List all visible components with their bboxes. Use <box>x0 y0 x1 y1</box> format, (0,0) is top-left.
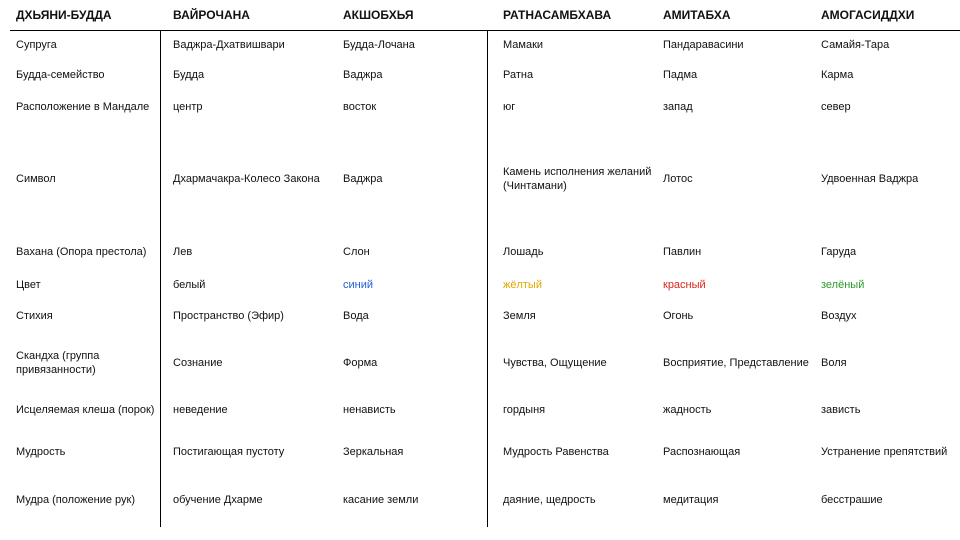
table-cell: даяние, щедрость <box>503 494 596 506</box>
table-cell: Устранение препятствий <box>821 446 948 458</box>
row-label: Стихия <box>16 310 53 322</box>
table-cell: восток <box>343 100 377 113</box>
row-label: Исцеляемая клеша (порок) <box>16 404 155 416</box>
table-cell: Земля <box>503 310 536 322</box>
table-cell: Распознающая <box>663 446 741 458</box>
table-cell: Лошадь <box>503 246 544 258</box>
table-cell: Лотос <box>663 173 693 185</box>
row-label: Символ <box>16 173 56 185</box>
table-cell: Пространство (Эфир) <box>173 310 284 322</box>
table-cell: жадность <box>663 404 712 416</box>
row-label: Будда-семейство <box>16 68 105 81</box>
table-cell: Ваджра-Дхатвишвари <box>173 39 285 51</box>
table-cell: Вода <box>343 310 369 322</box>
table-cell: Воля <box>821 357 847 369</box>
row-label: Мудра (положение рук) <box>16 494 136 506</box>
table-cell: медитация <box>663 494 719 506</box>
table-cell: жёлтый <box>503 279 542 291</box>
table-row <box>10 332 960 394</box>
table-row <box>10 60 960 89</box>
row-label: Скандха (группа привязанности) <box>16 350 100 376</box>
table-cell: Гаруда <box>821 246 857 258</box>
table-cell: касание земли <box>343 494 419 506</box>
header-row <box>10 0 960 30</box>
table-row <box>10 30 960 60</box>
row-label: Цвет <box>16 279 41 291</box>
table-cell: ненависть <box>343 404 396 416</box>
table-cell: Павлин <box>663 246 702 258</box>
table-row <box>10 124 960 234</box>
table-cell: Пандаравасини <box>663 39 744 51</box>
table-cell: Восприятие, Представление <box>663 357 809 369</box>
table-cell: Зеркальная <box>343 446 404 458</box>
table-cell: Дхармачакра-Колесо Закона <box>173 173 320 185</box>
header-cell: РАТНАСАМБХАВА <box>503 8 612 22</box>
table-cell: Удвоенная Ваджра <box>821 173 919 185</box>
table-cell: север <box>821 100 851 113</box>
table-cell: белый <box>173 279 206 291</box>
table-cell: Мамаки <box>503 39 544 51</box>
table-cell: Слон <box>343 246 370 258</box>
table-cell: юг <box>503 100 516 113</box>
table-cell: Чувства, Ощущение <box>503 357 607 369</box>
table-cell: Сознание <box>173 357 223 369</box>
table-cell: Постигающая пустоту <box>173 446 285 458</box>
table-cell: зелёный <box>821 279 865 291</box>
table-cell: Камень исполнения желаний (Чинтамани) <box>503 166 652 192</box>
table-cell: Воздух <box>821 310 857 322</box>
table-cell: красный <box>663 279 706 291</box>
table-cell: зависть <box>821 404 861 416</box>
header-cell: ДХЬЯНИ-БУДДА <box>16 8 112 22</box>
table-cell: Самайя-Тара <box>821 39 890 51</box>
row-label: Расположение в Мандале <box>16 100 150 113</box>
table-cell: Огонь <box>663 310 694 322</box>
row-label: Мудрость <box>16 446 66 458</box>
table-cell: Мудрость Равенства <box>503 446 609 458</box>
table-cell: Ваджра <box>343 68 383 81</box>
header-cell: АМОГАСИДДХИ <box>821 8 915 22</box>
row-label: Супруга <box>16 39 57 51</box>
table-cell: Форма <box>343 357 378 369</box>
table-cell: Ваджра <box>343 173 383 185</box>
table-cell: бесстрашие <box>821 494 883 506</box>
table-cell: обучение Дхарме <box>173 494 263 506</box>
table-cell: Падма <box>663 68 698 81</box>
buddha-table <box>10 0 960 522</box>
header-cell: АМИТАБХА <box>663 8 731 22</box>
table-cell: Будда <box>173 68 205 81</box>
header-cell: ВАЙРОЧАНА <box>173 8 250 22</box>
header-cell: АКШОБХЬЯ <box>343 8 414 22</box>
table-row <box>10 478 960 522</box>
table-cell: Ратна <box>503 68 534 81</box>
row-label: Вахана (Опора престола) <box>16 246 147 258</box>
table-cell: Карма <box>821 68 854 81</box>
table-cell: запад <box>663 100 693 113</box>
table-row <box>10 394 960 426</box>
table-cell: синий <box>343 279 374 291</box>
table-cell: центр <box>173 100 203 113</box>
table-cell: неведение <box>173 404 228 416</box>
table-row <box>10 426 960 478</box>
table-cell: Будда-Лочана <box>343 39 415 51</box>
table-row <box>10 300 960 332</box>
table-cell: гордыня <box>503 404 546 416</box>
table-row <box>10 234 960 270</box>
table-row <box>10 270 960 300</box>
table-cell: Лев <box>173 246 193 258</box>
table-row <box>10 89 960 124</box>
